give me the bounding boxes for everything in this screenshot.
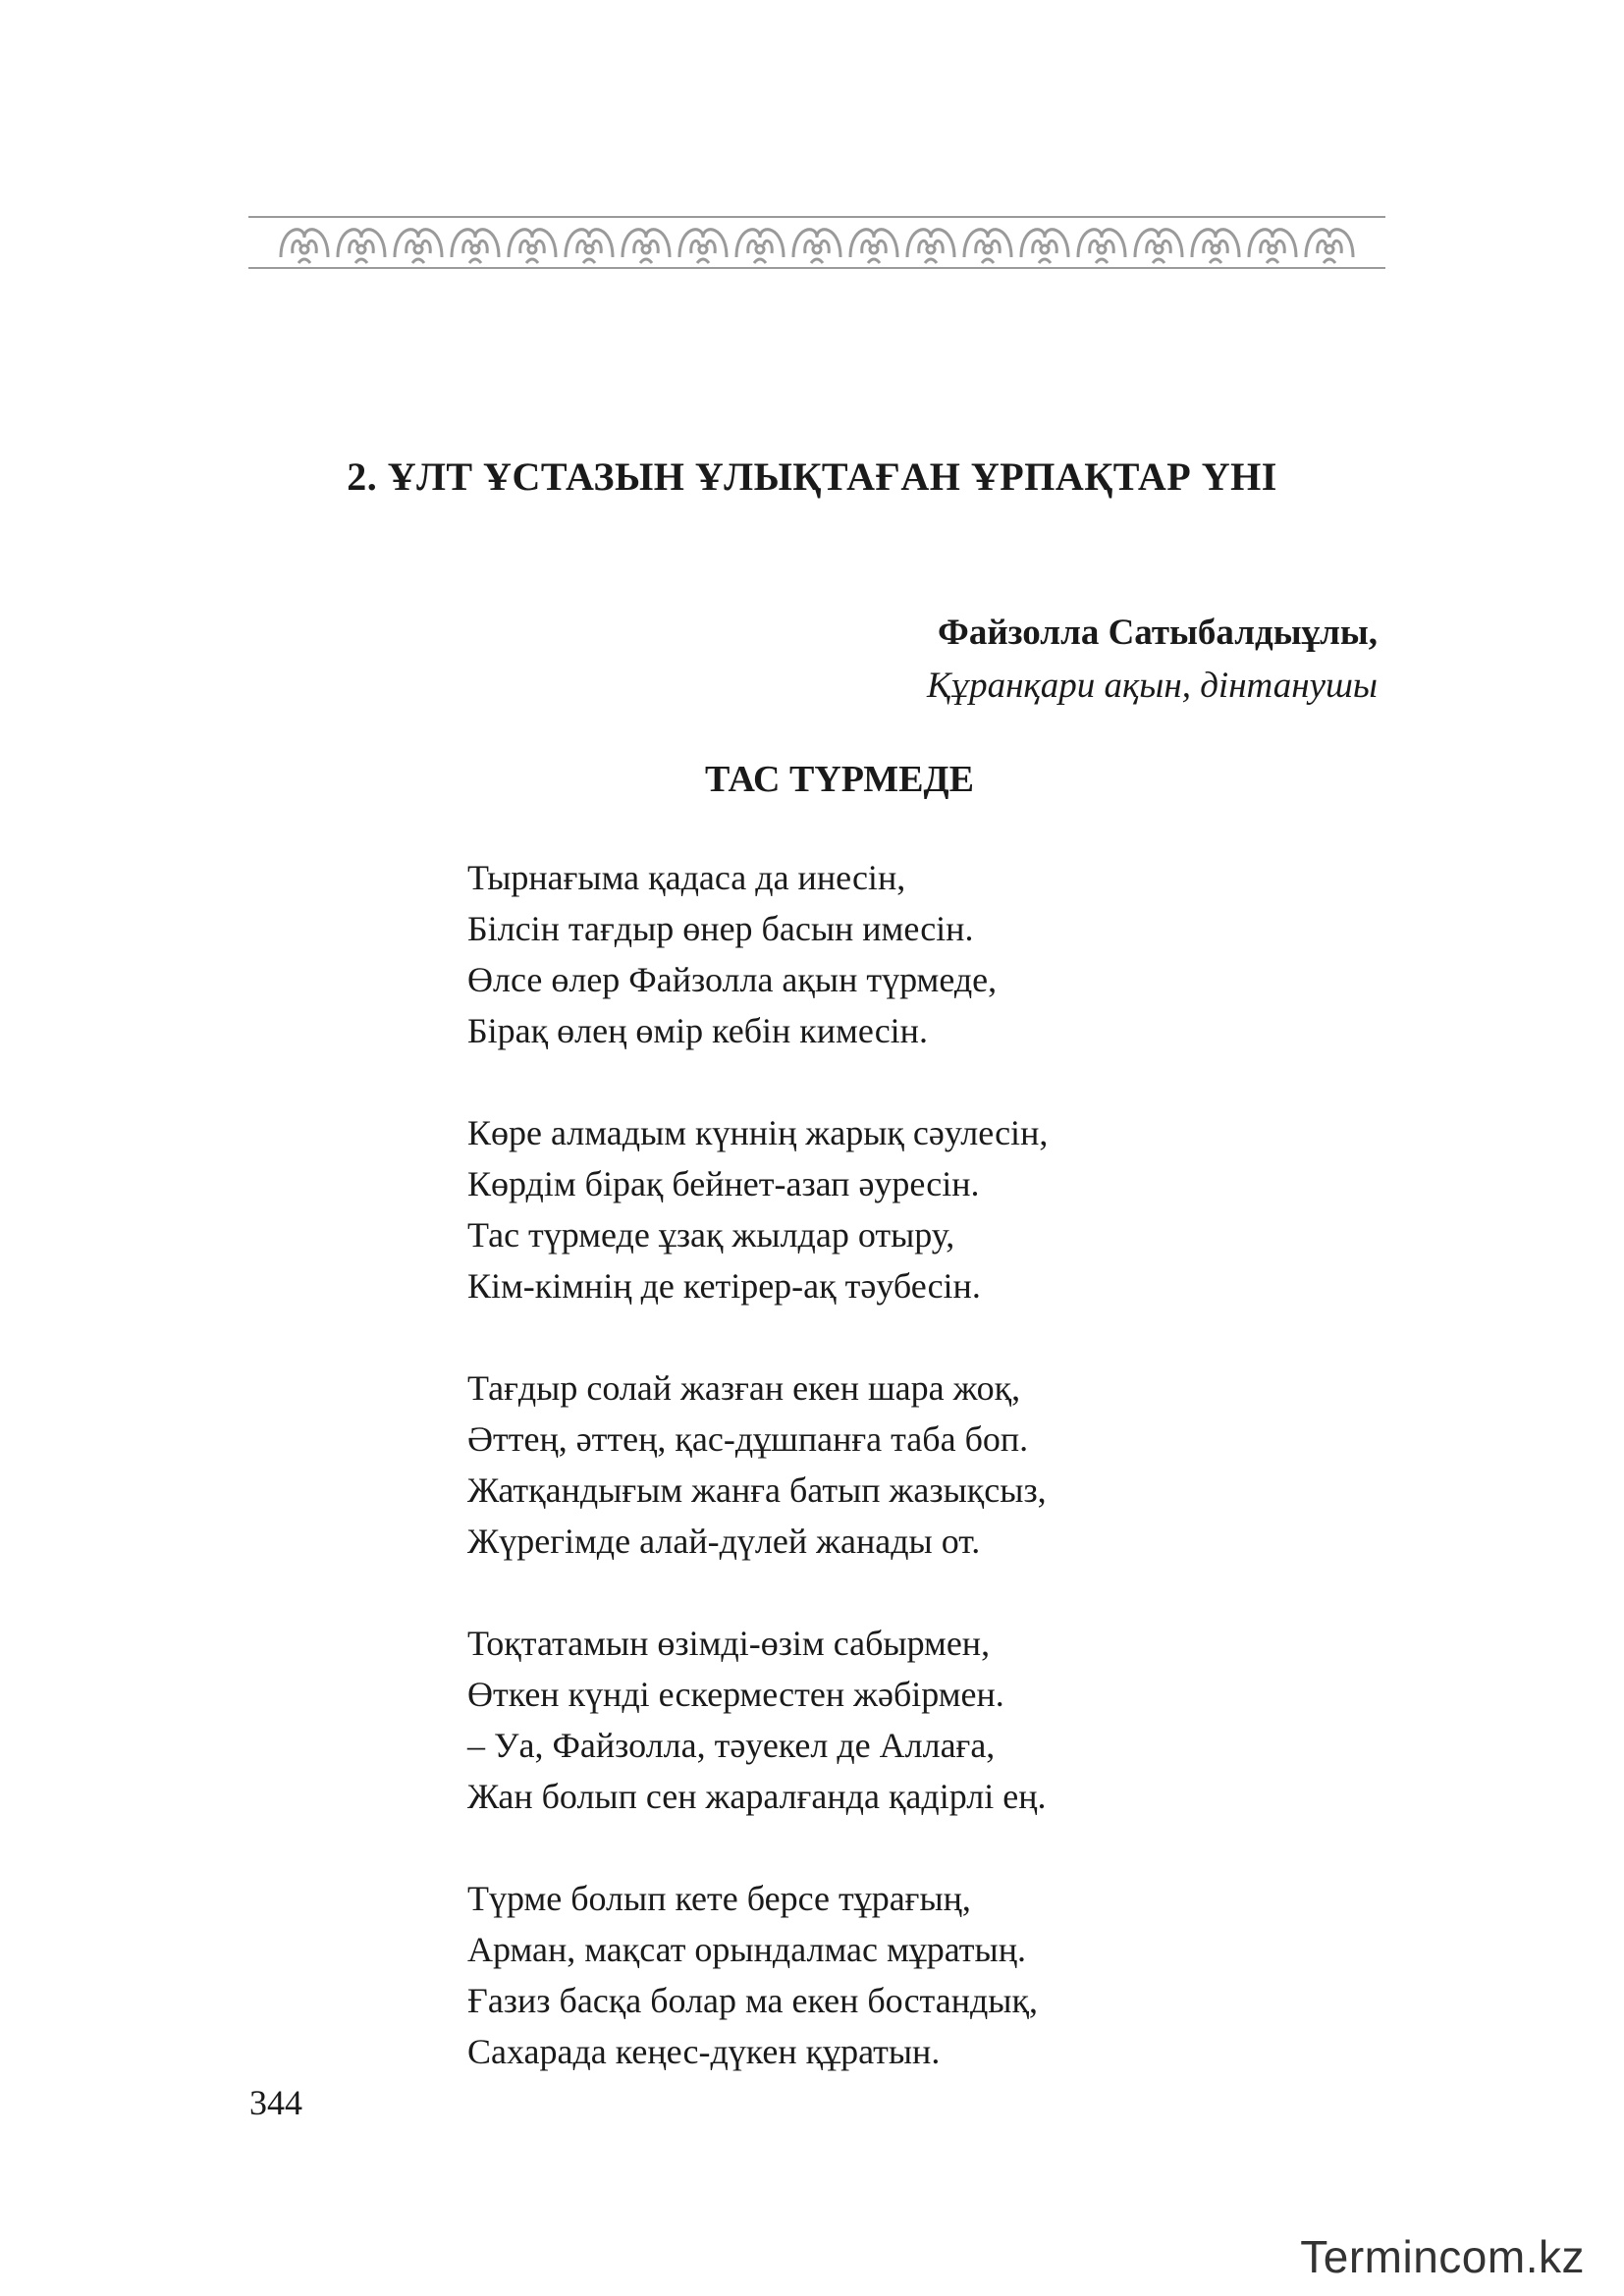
section-title: 2. ҰЛТ ҰСТАЗЫН ҰЛЫҚТАҒАН ҰРПАҚТАР ҮНІ [347, 454, 1277, 499]
stanza [467, 1362, 1048, 1567]
poem-line: Кім-кімнің де кетірер-ақ тәубесін. [467, 1266, 981, 1306]
stanza [467, 1618, 1048, 1822]
poem-line: Көрдім бірақ бейнет-азап әуресін. [467, 1164, 980, 1203]
stanza [467, 852, 1048, 1056]
poem-line: Көре алмадым күннің жарық сәулесін, [467, 1113, 1049, 1152]
poem-line: Тоқтатамын өзімді-өзім сабырмен, [467, 1624, 991, 1663]
poem-line: Білсін тағдыр өнер басын имесін. [467, 909, 974, 948]
poem-line: Ғазиз басқа болар ма екен бостандық, [467, 1981, 1038, 2020]
poem-line: Сахарада кеңес-дүкен құратын. [467, 2032, 941, 2071]
poem-line: Тас түрмеде ұзақ жылдар отыру, [467, 1215, 955, 1255]
poem-line: Әттең, әттең, қас-дұшпанға таба боп. [467, 1419, 1029, 1459]
poem-line: Тағдыр солай жазған екен шара жоқ, [467, 1368, 1021, 1408]
watermark-logo: Termincom.kz [1300, 2231, 1585, 2282]
poem-line: Арман, мақсат орындалмас мұратың. [467, 1930, 1026, 1969]
author-block [927, 607, 1378, 713]
poem-line: Жүрегімде алай-дүлей жанады от. [467, 1522, 981, 1561]
poem-line: – Уа, Файзолла, тәуекел де Аллаға, [467, 1726, 996, 1765]
poem-body [467, 852, 1048, 2128]
poem-line: Өлсе өлер Файзолла ақын түрмеде, [467, 960, 998, 999]
poem-line: Бірақ өлең өмір кебін кимесін. [467, 1011, 928, 1050]
author-role: Құранқари ақын, дінтанушы [927, 666, 1378, 706]
author-name: Файзолла Сатыбалдыұлы, [938, 613, 1378, 653]
decorative-border-icon [248, 214, 1385, 271]
poem-line: Тырнағыма қадаса да инесін, [467, 858, 906, 897]
stanza [467, 1873, 1048, 2077]
stanza [467, 1107, 1048, 1311]
poem-line: Түрме болып кете берсе тұрағың, [467, 1879, 971, 1918]
page-number: 344 [249, 2083, 302, 2122]
poem-line: Өткен күнді ескерместен жәбірмен. [467, 1675, 1004, 1714]
poem-line: Жан болып сен жаралғанда қадірлі ең. [467, 1777, 1047, 1816]
poem-line: Жатқандығым жанға батып жазықсыз, [467, 1470, 1047, 1510]
poem-title: ТАС ТҮРМЕДЕ [705, 759, 974, 800]
